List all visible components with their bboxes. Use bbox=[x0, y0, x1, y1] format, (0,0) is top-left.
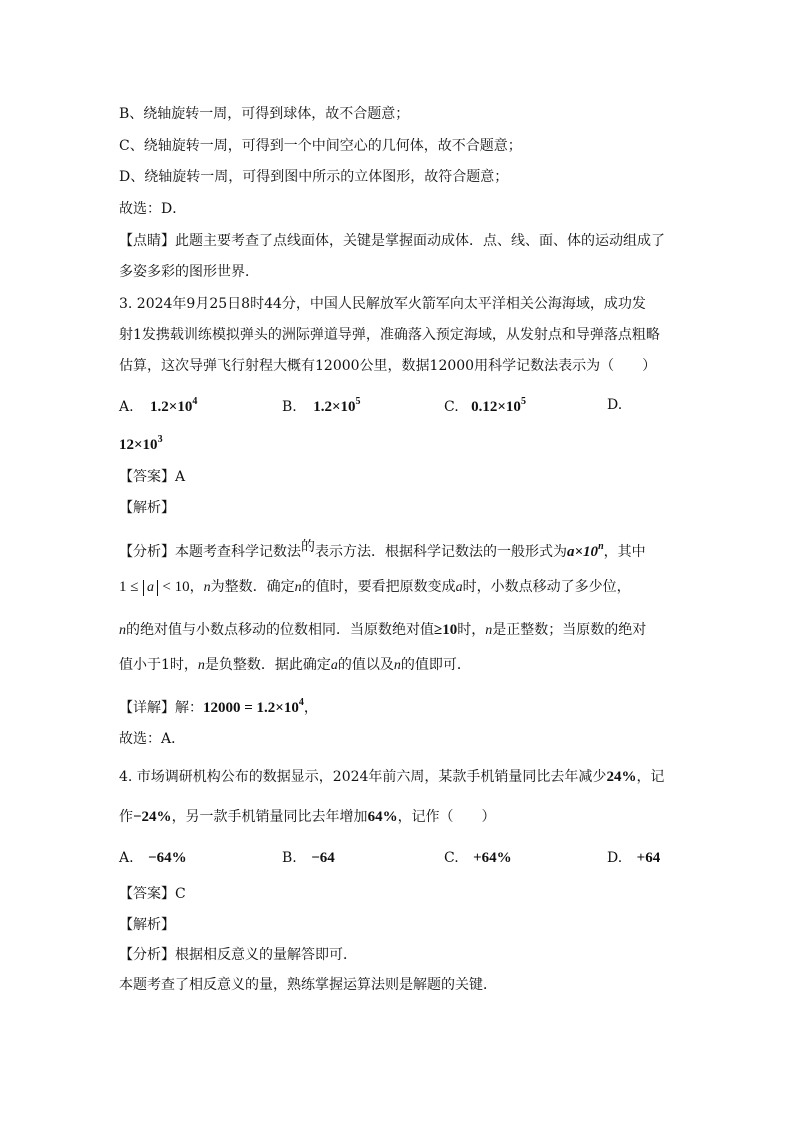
option-c: C. $0.12\times 10^5$ bbox=[444, 396, 526, 415]
summary-line: 本题考查了相反意义的量，熟练掌握运算法则是解题的关键． bbox=[119, 977, 497, 993]
text-line: D、绕轴旋转一周，可得到图中所示的立体图形，故符合题意； bbox=[119, 169, 509, 185]
answer-line: 【答案】A bbox=[119, 469, 186, 485]
detail-line: 【详解】解：$12000 = 1.2\times 10^4$， bbox=[119, 697, 318, 716]
text-line: B、绕轴旋转一周，可得到球体，故不合题意； bbox=[119, 106, 410, 122]
analysis-line: 1 ≤ a < 10，n为整数．确定n的值时，要看把原数变成a时，小数点移动了多少位， bbox=[119, 579, 631, 595]
option-b: B. −64 bbox=[282, 850, 335, 866]
analysis-line: n的绝对值与小数点移动的位数相同．当原数绝对值≥10时，n是正整数；当原数的绝对 bbox=[119, 622, 647, 638]
analysis-line: 值小于1时，n是负整数．据此确定a的值以及n的值即可． bbox=[119, 657, 471, 673]
question-3-text: 射1发携载训练模拟弹头的洲际弹道导弹，准确落入预定海域，从发射点和导弹落点粗略 bbox=[119, 327, 660, 343]
text-line: 故选：D． bbox=[119, 201, 187, 217]
option-a: A. −64% bbox=[119, 850, 187, 866]
analysis-line: 【分析】本题考查科学记数法的表示方法．根据科学记数法的一般形式为$a\times 10^n$，其中 bbox=[119, 539, 646, 560]
question-4-text: 4. 市场调研机构公布的数据显示，2024年前六周，某款手机销量同比去年减少24%，记 bbox=[119, 769, 665, 785]
analysis-heading: 【解析】 bbox=[119, 500, 175, 516]
question-4-text: 作−24%，另一款手机销量同比去年增加64%，记作（ ） bbox=[119, 809, 496, 825]
analysis-heading: 【解析】 bbox=[119, 917, 175, 933]
question-3-text: 3. 2024年9月25日8时44分，中国人民解放军火箭军向太平洋相关公海海域，成功发 bbox=[119, 296, 646, 312]
option-b: B. $1.2\times 10^5$ bbox=[282, 396, 361, 415]
text-line: C、绕轴旋转一周，可得到一个中间空心的几何体，故不合题意； bbox=[119, 138, 522, 154]
option-c: C. +64% bbox=[444, 850, 512, 866]
option-a: A. $1.2\times 10^4$ bbox=[119, 396, 198, 415]
option-d-label: D. bbox=[607, 397, 623, 413]
question-3-text: 估算，这次导弹飞行射程大概有12000公里，数据12000用科学记数法表示为（ ） bbox=[119, 358, 657, 374]
option-d-value: $12\times 10^3$ bbox=[119, 434, 163, 453]
answer-line: 【答案】C bbox=[119, 886, 186, 902]
option-d: D. +64 bbox=[607, 850, 661, 866]
choose-line: 故选：A． bbox=[119, 731, 186, 747]
analysis-line: 【分析】根据相反意义的量解答即可． bbox=[119, 947, 357, 963]
comment-line: 多姿多彩的图形世界． bbox=[119, 264, 259, 280]
comment-line: 【点睛】此题主要考查了点线面体，关键是掌握面动成体．点、线、面、体的运动组成了 bbox=[119, 233, 665, 249]
